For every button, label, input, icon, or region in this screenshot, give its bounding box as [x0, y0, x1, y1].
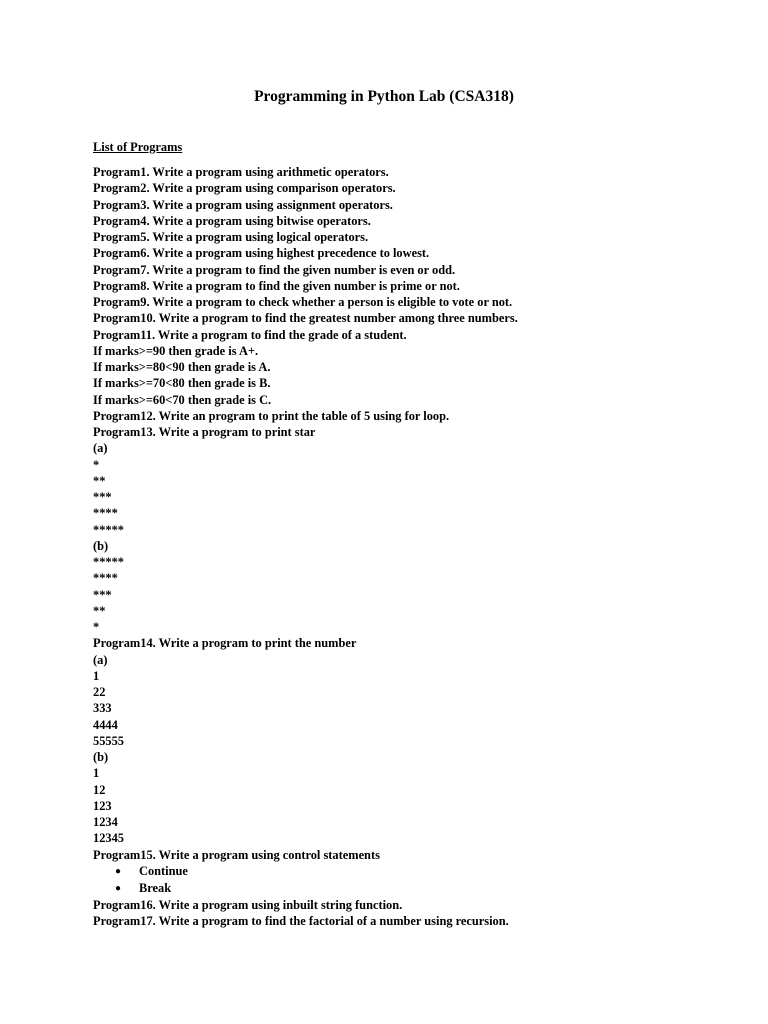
list-item: *** [93, 587, 112, 602]
list-item: Program13. Write a program to print star [93, 425, 316, 439]
list-item: 1234 [93, 815, 118, 829]
list-item: Program1. Write a program using arithmetic operators. [93, 165, 389, 179]
list-item: 12345 [93, 831, 124, 846]
list-item: **** [93, 506, 118, 521]
list-item: 4444 [93, 717, 118, 732]
list-item: 333 [93, 701, 112, 716]
bullet-item [93, 863, 733, 880]
list-item: If marks>=70<80 then grade is B. [93, 376, 271, 391]
program-list [93, 139, 733, 929]
bullet-icon: ● [115, 882, 122, 894]
list-item: Program16. Write a program using inbuilt string function. [93, 897, 403, 912]
bullet-item [93, 880, 733, 897]
list-item: 123 [93, 798, 112, 813]
list-item: (b) [93, 750, 109, 764]
list-item: (b) [93, 538, 109, 553]
program-lines-b [93, 897, 733, 930]
list-item: 1 [93, 766, 100, 781]
list-item: Program2. Write a program using comparison operators. [93, 181, 396, 196]
bullet-icon: ● [115, 865, 122, 877]
list-item: Program15. Write a program using control statements [93, 847, 380, 862]
control-statement-bullets [93, 863, 733, 897]
list-item: (a) [93, 441, 108, 456]
list-item: Program11. Write a program to find the grade of a student. [93, 327, 407, 342]
bullet-label: Break [139, 880, 172, 895]
list-item: ***** [93, 522, 124, 537]
list-item: * [93, 620, 100, 634]
bullet-label: Continue [139, 863, 188, 878]
list-item: If marks>=60<70 then grade is C. [93, 392, 272, 407]
list-item: Program6. Write a program using highest precedence to lowest. [93, 246, 430, 261]
list-item: *** [93, 490, 112, 504]
list-item: ** [93, 473, 106, 488]
list-item: ** [93, 603, 106, 618]
document-title: Programming in Python Lab (CSA318) [254, 88, 514, 105]
list-item: Program3. Write a program using assignment operators. [93, 197, 393, 212]
list-item: 22 [93, 685, 106, 699]
list-item: Program12. Write an program to print the table of 5 using for loop. [93, 408, 450, 423]
list-heading: List of Programs [93, 140, 183, 154]
list-item: Program17. Write a program to find the factorial of a number using recursion. [93, 914, 509, 928]
list-item: Program7. Write a program to find the given number is even or odd. [93, 262, 456, 277]
list-item: Program4. Write a program using bitwise operators. [93, 213, 371, 228]
list-item: ***** [93, 555, 124, 569]
list-item: 1 [93, 668, 100, 683]
list-item: Program5. Write a program using logical operators. [93, 230, 369, 244]
list-item: Program14. Write a program to print the number [93, 636, 357, 651]
list-item: If marks>=90 then grade is A+. [93, 343, 259, 358]
list-item: Program10. Write a program to find the greatest number among three numbers. [93, 311, 518, 326]
list-item: 55555 [93, 733, 124, 748]
list-item: Program8. Write a program to find the given number is prime or not. [93, 278, 460, 293]
list-item: (a) [93, 652, 108, 667]
list-item: **** [93, 571, 118, 586]
list-item: 12 [93, 782, 106, 797]
list-item: Program9. Write a program to check whether a person is eligible to vote or not. [93, 295, 513, 309]
program-lines-a [93, 164, 733, 863]
list-item: * [93, 457, 100, 472]
list-item: If marks>=80<90 then grade is A. [93, 360, 271, 374]
